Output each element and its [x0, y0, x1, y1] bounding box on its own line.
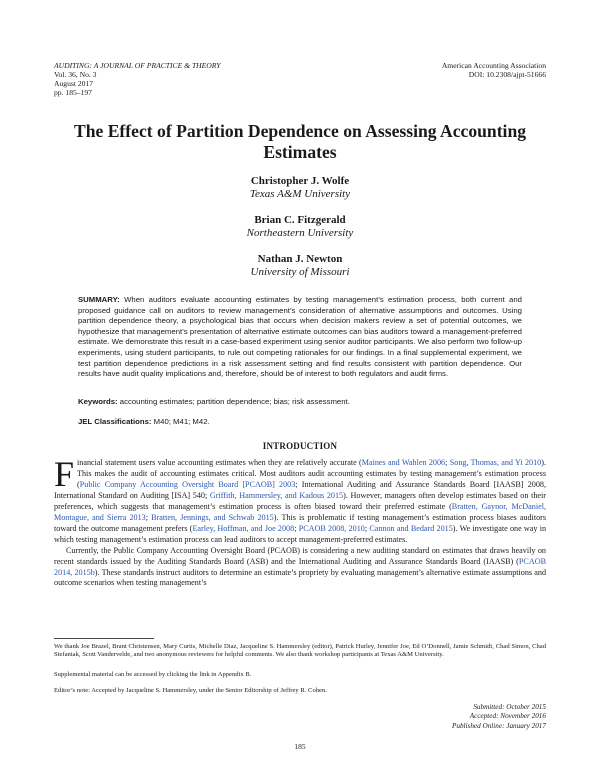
- paragraph-text: ;: [145, 512, 152, 522]
- doi[interactable]: DOI: 10.2308/ajpt-51666: [468, 70, 546, 79]
- intro-body: [54, 454, 547, 589]
- keywords: [78, 397, 522, 408]
- paragraph-text: ). This is problematic if testing management’s estimation process biases auditors toward the outcome management prefers (: [54, 512, 547, 533]
- page-number: 185: [294, 742, 306, 751]
- publisher-header: [286, 61, 546, 79]
- editor-note: Editor’s note: Accepted by Jacqueline S. Hammersley, under the Senior Editorship of Jeffrey R. Cohen.: [54, 687, 327, 694]
- abstract: [78, 295, 522, 380]
- author-name: Brian C. Fitzgerald: [254, 214, 346, 226]
- citation-link[interactable]: PCAOB 2008, 2010: [298, 523, 365, 533]
- submitted-date: Submitted: October 2015: [473, 703, 546, 711]
- supplemental-note: Supplemental material can be accessed by clicking the link in Appendix B.: [54, 671, 252, 678]
- author-affiliation: Texas A&M University: [249, 188, 351, 200]
- jel-classifications: [78, 417, 522, 428]
- journal-volume: Vol. 36, No. 3: [54, 70, 97, 79]
- paragraph-text: ). This makes the audit of accounting estimates critical. Most auditors audit accounting estimates by testing management’s estimation process (: [77, 458, 546, 489]
- drop-cap: F: [54, 454, 75, 494]
- citation-link[interactable]: Griffith, Hammersley, and Kadous 2015: [209, 490, 344, 500]
- paragraph-text: ;: [445, 458, 450, 467]
- author-block: [120, 253, 480, 279]
- paragraph-text: ; International Auditing and Assurance Standards Board [IAASB] 2008, International Standard on Auditing [ISA] 540;: [54, 479, 546, 500]
- citation-link[interactable]: PCAOB 2014, 2015b: [54, 556, 546, 577]
- citation-link[interactable]: Public Company Accounting Oversight Board [PCAOB] 2003: [79, 479, 296, 489]
- citation-link[interactable]: Bratten, Gaynor, McDaniel, Montague, and Sierra 2013: [54, 501, 546, 522]
- footnote-rule: [54, 638, 154, 639]
- author-block: [120, 214, 480, 240]
- citation-link[interactable]: Song, Thomas, and Yi 2010: [449, 458, 542, 467]
- author-name: Nathan J. Newton: [257, 253, 343, 265]
- journal-date: August 2017: [54, 79, 94, 88]
- paragraph-text: inancial statement users value accounting estimates when they are relatively accurate (: [77, 458, 362, 467]
- citation-link[interactable]: Maines and Wahlen 2006: [361, 458, 446, 467]
- jel-label: JEL Classifications:: [78, 417, 152, 426]
- citation-link[interactable]: Bratten, Jennings, and Schwab 2015: [151, 512, 274, 522]
- abstract-text: When auditors evaluate accounting estimates by testing management’s estimation process, both current and proposed guidance call on auditors to review management’s consideration of alternative assumptions and outcomes. Using partition dependence theory, a psychological bias that occurs when decision makers review a set of potential outcomes, we hypothesize that management’s presentation of alternative estimate outcomes can bias auditors toward a management-preferred estimate. We demonstrate this result in a case-based experiment using senior auditor participants. We also perform two follow-up experiments, using student participants, to rule out competing rationales for our findings. In a final supplemental experiment, we test partition dependence predictions in a risk assessment setting and find results consistent with partition dependence. Our results have audit quality implications and, therefore, should be of interest to both regulators and audit firms.: [78, 295, 522, 379]
- accepted-date: Accepted: November 2016: [469, 712, 546, 721]
- author-affiliation: University of Missouri: [250, 266, 350, 278]
- publication-dates: [346, 703, 546, 731]
- paragraph-text: ). However, managers often develop estimates based on their preferences, which suggests that management’s estimation process is often biased toward their preferred estimate (: [54, 490, 546, 511]
- author-name: Christopher J. Wolfe: [250, 175, 350, 187]
- paragraph-text: Currently, the Public Company Accounting Oversight Board (PCAOB) is considering a new auditing standard on estimates that draws heavily on recent standards issued by the Auditing Standards Board (ASB) and the International Auditing and Assurance Standards Board (IAASB) (: [54, 545, 546, 566]
- journal-pages: pp. 185–197: [54, 88, 92, 97]
- intro-paragraph-1: [54, 454, 547, 546]
- jel-text: M40; M41; M42.: [153, 417, 210, 426]
- author-block: [120, 175, 480, 201]
- published-date: Published Online: January 2017: [451, 721, 546, 730]
- journal-name: AUDITING: A JOURNAL OF PRACTICE & THEORY: [54, 61, 221, 70]
- abstract-label: SUMMARY:: [78, 295, 120, 304]
- citation-link[interactable]: Cannon and Bedard 2015: [369, 523, 453, 533]
- paragraph-text: ). We investigate one way in which testing management’s estimation process can lead auditors to accept management-preferred estimates.: [54, 523, 547, 544]
- author-affiliation: Northeastern University: [246, 227, 354, 239]
- keywords-text: accounting estimates; partition dependence; bias; risk assessment.: [119, 397, 350, 406]
- paragraph-text: ). These standards instruct auditors to determine an estimate’s propriety by evaluating management’s alternative estimate assumptions and outcome scenarios when testing management’s: [54, 567, 547, 588]
- citation-link[interactable]: Earley, Hoffman, and Joe 2008: [192, 523, 295, 533]
- paragraph-text: ;: [364, 523, 370, 533]
- acknowledgments: We thank Joe Brazel, Brant Christensen, Mary Curtis, Michelle Diaz, Jacqueline S. Hammersley (editor), Patrick Hurley, Jennifer Joe, Ed O’Donnell, Jamie Schmidt, Chad Simon, Chad Stefaniak, Scott Vandervelde, and two anonymous reviewers for helpful comments. We also thank workshop participants at Texas A&M University.: [54, 643, 546, 659]
- section-heading: INTRODUCTION: [262, 441, 338, 451]
- paragraph-text: ;: [294, 523, 299, 533]
- paper-title: The Effect of Partition Dependence on Assessing Accounting Estimates: [73, 121, 527, 162]
- keywords-label: Keywords:: [78, 397, 118, 406]
- publisher-name: American Accounting Association: [441, 61, 546, 70]
- intro-paragraph-2: [54, 546, 546, 590]
